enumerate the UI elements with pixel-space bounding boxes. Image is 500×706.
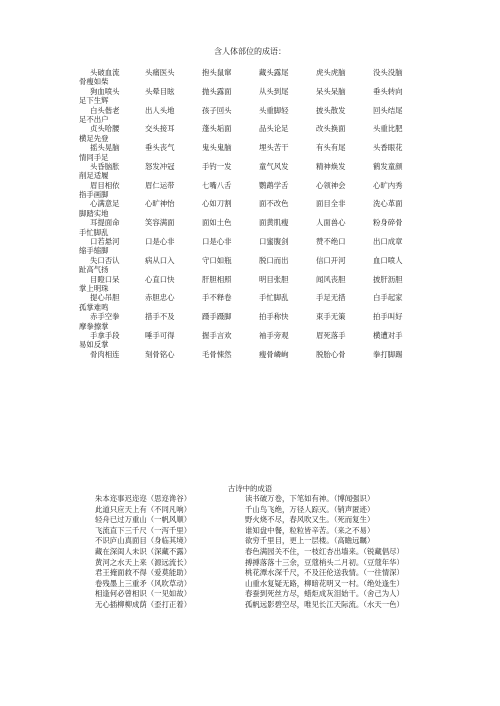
table-cell: 眉目相依: [90, 180, 120, 190]
table-cell: 摇头晃脑: [90, 143, 120, 153]
poem-row: [95, 505, 475, 516]
table-cell: 鬼头鬼脑: [202, 143, 232, 153]
table-cell: 口是心非: [202, 237, 232, 247]
table-cell: 赞不绝口: [316, 237, 346, 247]
poem-left: 朱本迩事迟迩迩（思迩谗谷）: [95, 494, 192, 503]
poem-left: 卷残墨上三重矛（风吹草动）: [95, 578, 192, 588]
table-cell: 怒发冲冠: [145, 161, 175, 171]
table-row-wrap: [79, 228, 479, 237]
table-cell: 束手无策: [316, 312, 346, 322]
table-cell: 信口开河: [316, 255, 346, 265]
table-cell: 藏头露尾: [259, 68, 289, 77]
wrapped-idiom: 指手画脚: [79, 190, 109, 200]
table-cell: 拳打脚踢: [373, 349, 403, 359]
table-cell: 拍手称快: [259, 312, 289, 322]
table-cell: 改头换面: [316, 124, 346, 134]
table-cell: 守口如瓶: [202, 255, 232, 265]
table-cell: 明目张胆: [259, 274, 289, 284]
table-row-wrap: [79, 340, 479, 349]
table-cell: 眉仁运带: [145, 180, 175, 190]
poem-row: [95, 526, 475, 537]
table-row-wrap: [79, 322, 479, 331]
table-cell: 蹑手蹑脚: [202, 312, 232, 322]
poem-right: 春蚕到死丝方尽，蜡炬成灰泪始干。（舍己为人）: [245, 589, 404, 599]
wrapped-idiom: 趾高气扬: [79, 265, 109, 275]
table-cell: 垂头丧气: [145, 143, 175, 153]
table-cell: 提心吊胆: [90, 293, 120, 303]
table-row: [79, 143, 479, 152]
table-cell: 眉死落手: [316, 330, 346, 340]
poem-row: [95, 547, 475, 558]
table-cell: 头重脚轻: [259, 105, 289, 115]
table-cell: 口若悬河: [90, 237, 120, 247]
wrapped-idiom: 孤掌难鸣: [79, 302, 109, 312]
poem-left: 黄河之水天上来（源远流长）: [95, 557, 192, 567]
poem-left: 轻舟已过万重山（一帆风顺）: [95, 515, 192, 525]
table-cell: 品头论足: [259, 124, 289, 134]
table-row: [79, 218, 479, 227]
wrapped-idiom: 脚踏实地: [79, 208, 109, 218]
page-title: 含人体部位的成语：: [214, 47, 286, 56]
table-row-wrap: [79, 190, 479, 199]
table-cell: 心领神会: [316, 180, 346, 190]
table-cell: 血口喷人: [373, 255, 403, 265]
poem-row: [95, 515, 475, 526]
table-cell: 贞头哈腰: [90, 124, 120, 134]
table-row-wrap: [79, 153, 479, 162]
table-row-wrap: [79, 77, 479, 86]
table-cell: 目瞪口呆: [90, 274, 120, 284]
table-row: [79, 124, 479, 133]
poem-row: [95, 568, 475, 579]
table-cell: 脱胎心骨: [316, 349, 346, 359]
table-cell: 骨肉相连: [90, 349, 120, 359]
table-row: [79, 199, 479, 208]
table-cell: 头昏脑胀: [90, 161, 120, 171]
poem-right: 野火烧不尽，春风吹又生。（死而复生）: [245, 515, 375, 525]
table-row: [79, 350, 479, 359]
table-cell: 闻风丧胆: [316, 274, 346, 284]
table-row: [79, 68, 479, 77]
table-cell: 出口成章: [373, 237, 403, 247]
table-cell: 头破血流: [90, 68, 120, 77]
table-row: [79, 237, 479, 246]
table-row-wrap: [79, 246, 479, 255]
table-cell: 横遭对手: [373, 330, 403, 340]
poem-row: [95, 494, 475, 505]
table-cell: 虎头虎脑: [316, 68, 346, 77]
table-cell: 孩子回头: [202, 105, 232, 115]
table-row-wrap: [79, 284, 479, 293]
table-cell: 耳提面命: [90, 218, 120, 228]
table-cell: 手足无措: [316, 293, 346, 303]
table-cell: 唾手可得: [145, 330, 175, 340]
poem-left: 藏在深闺人未识（深藏不露）: [95, 546, 192, 556]
poem-list: [95, 494, 475, 611]
table-cell: 面如土色: [202, 218, 232, 228]
poem-left: 此道只应天上有（不同凡响）: [95, 504, 192, 514]
table-cell: 头重比肥: [373, 124, 403, 134]
poem-right: 欲穷千里目，更上一层楼。（高瞻远瞩）: [245, 536, 375, 546]
table-cell: 抱头鼠窜: [202, 68, 232, 77]
poem-left: 飞流直下三千尺（一泻千里）: [95, 525, 192, 535]
table-cell: 狗血喷头: [90, 86, 120, 96]
wrapped-idiom: 骨瘦如柴: [79, 77, 109, 87]
table-cell: 手拿手段: [90, 330, 120, 340]
table-cell: 心旷内秀: [373, 180, 403, 190]
table-cell: 粉身碎骨: [373, 218, 403, 228]
table-cell: 有头有尾: [316, 143, 346, 153]
wrapped-idiom: 摩拳擦掌: [79, 321, 109, 331]
table-row-wrap: [79, 265, 479, 274]
table-cell: 刻骨铭心: [145, 349, 175, 359]
idiom-table: [79, 68, 479, 369]
table-cell: 精神焕发: [316, 161, 346, 171]
table-row: [79, 312, 479, 321]
table-cell: 回头结尾: [373, 105, 403, 115]
section-subtitle: 古诗中的成语: [227, 484, 273, 493]
table-cell: 交头接耳: [145, 124, 175, 134]
table-row: [79, 256, 479, 265]
poem-row: [95, 558, 475, 569]
poem-right: 搏搏落落十三余，豆蔻梢头二月初。（豆蔻年华）: [245, 557, 404, 567]
table-row-wrap: [79, 171, 479, 180]
table-cell: 披头散发: [316, 105, 346, 115]
table-cell: 心直口快: [145, 274, 175, 284]
table-cell: 白头偕老: [90, 105, 120, 115]
table-cell: 埋头苦干: [259, 143, 289, 153]
table-cell: 心如刀割: [202, 199, 232, 209]
table-cell: 笑容满面: [145, 218, 175, 228]
table-cell: 拍手叫好: [373, 312, 403, 322]
table-cell: 肝胆相照: [202, 274, 232, 284]
table-cell: 头晕目眩: [145, 86, 175, 96]
poem-right: 山重水复疑无路，柳暗花明又一村。（绝处逢生）: [245, 578, 404, 588]
poem-left: 不识庐山真面目（身临其境）: [95, 536, 192, 546]
table-cell: 口是心非: [145, 237, 175, 247]
wrapped-idiom: 足不出户: [79, 114, 109, 124]
table-row: [79, 293, 479, 302]
poem-right: 春色满园关不住，一枝红杏出墙来。（锐藏倡尽）: [245, 546, 404, 556]
poem-right: 读书破万卷，下笔如有神。（博闻强识）: [245, 494, 375, 503]
table-cell: 蓬头垢面: [202, 124, 232, 134]
table-cell: 赤胆忠心: [145, 293, 175, 303]
table-row: [79, 331, 479, 340]
table-cell: 面黄肌瘦: [259, 218, 289, 228]
table-cell: 出人头地: [145, 105, 175, 115]
table-cell: 呆头呆脑: [316, 86, 346, 96]
poem-right: 桃花潭水深千尺，不及汪伦送我情。（一往情深）: [245, 568, 404, 578]
table-cell: 抛头露面: [202, 86, 232, 96]
table-row: [79, 181, 479, 190]
wrapped-idiom: 易如反掌: [79, 340, 109, 350]
table-cell: 垂头转向: [373, 86, 403, 96]
table-cell: 面目全非: [316, 199, 346, 209]
table-cell: 措手不及: [145, 312, 175, 322]
table-cell: 面不改色: [259, 199, 289, 209]
table-row: [79, 275, 479, 284]
table-row-wrap: [79, 359, 479, 368]
wrapped-idiom: 手忙脚乱: [79, 227, 109, 237]
table-cell: 人面兽心: [316, 218, 346, 228]
table-row-wrap: [79, 209, 479, 218]
wrapped-idiom: 削足适履: [79, 171, 109, 181]
table-cell: 七嘴八舌: [202, 180, 232, 190]
poem-right: 谁知盘中餐，粒粒皆辛苦。（来之不易）: [245, 525, 375, 535]
table-cell: 童气风发: [259, 161, 289, 171]
table-cell: 赤手空拳: [90, 312, 120, 322]
table-row-wrap: [79, 134, 479, 143]
table-row-wrap: [79, 303, 479, 312]
table-row-wrap: [79, 115, 479, 124]
table-cell: 袖手旁观: [259, 330, 289, 340]
table-cell: 病从口入: [145, 255, 175, 265]
wrapped-idiom: 缩手缩脚: [79, 246, 109, 256]
table-cell: 头痛医头: [145, 68, 175, 77]
table-cell: 瘦骨嶙峋: [259, 349, 289, 359]
table-cell: 口蜜腹剑: [259, 237, 289, 247]
poem-right: 孤帆远影碧空尽，唯见长江天际流。（水天一色）: [245, 599, 404, 609]
wrapped-idiom: 横足先登: [79, 133, 109, 143]
poem-left: 无心插柳柳成荫（歪打正着）: [95, 599, 192, 609]
table-cell: 手钓一发: [202, 161, 232, 171]
table-cell: 鹤发童颜: [373, 161, 403, 171]
table-cell: 鹦鹉学舌: [259, 180, 289, 190]
table-cell: 心满意足: [90, 199, 120, 209]
table-cell: 心旷神怡: [145, 199, 175, 209]
poem-row: [95, 536, 475, 547]
table-cell: 毛骨悚然: [202, 349, 232, 359]
wrapped-idiom: 掌上明珠: [79, 283, 109, 293]
poem-left: 君王掩面救不得（爱莫能助）: [95, 568, 192, 578]
poem-right: 千山鸟飞绝，万径人踪灭。（销声匿迹）: [245, 504, 375, 514]
poem-row: [95, 589, 475, 600]
table-cell: 从头到尾: [259, 86, 289, 96]
table-cell: 洗心革面: [373, 199, 403, 209]
table-cell: 手忙脚乱: [259, 293, 289, 303]
table-cell: 失口否认: [90, 255, 120, 265]
table-row: [79, 106, 479, 115]
table-cell: 头香眼花: [373, 143, 403, 153]
table-cell: 披肝沥胆: [373, 274, 403, 284]
table-row-wrap: [79, 96, 479, 105]
poem-left: 相逢何必曾相识（一见如故）: [95, 589, 192, 599]
wrapped-idiom: 情同手足: [79, 152, 109, 162]
poem-row: [95, 600, 475, 611]
wrapped-idiom: 足下生辉: [79, 96, 109, 106]
table-cell: 脱口而出: [259, 255, 289, 265]
table-cell: 手不释卷: [202, 293, 232, 303]
table-row: [79, 162, 479, 171]
table-row: [79, 87, 479, 96]
table-cell: 没头没脑: [373, 68, 403, 77]
poem-row: [95, 579, 475, 590]
table-cell: 白手起家: [373, 293, 403, 303]
table-cell: 握手言欢: [202, 330, 232, 340]
